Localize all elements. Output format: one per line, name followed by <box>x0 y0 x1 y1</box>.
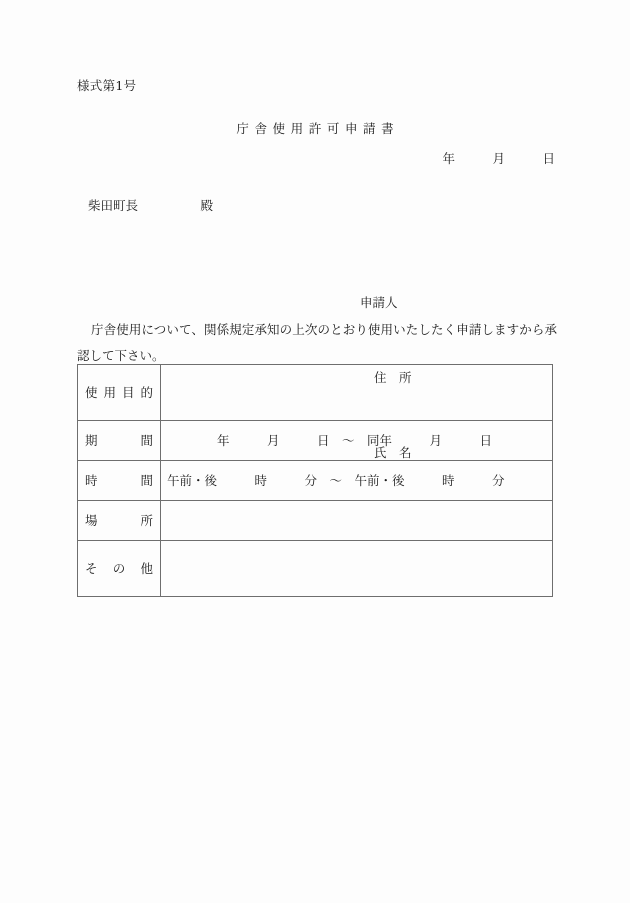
addressee-line: 柴田町長 殿 <box>88 198 214 213</box>
row-label-time: 時間 <box>78 461 161 501</box>
table-row <box>78 461 553 501</box>
applicant-address-label: 住 所 <box>374 370 412 385</box>
applicant-name-label: 氏 名 <box>374 445 412 460</box>
row-label-purpose: 使用目的 <box>78 365 161 421</box>
table-row <box>78 421 553 461</box>
body-paragraph: 庁舎使用について、関係規定承知の上次のとおり使用いたしたく申請しますから承認して下さい。 <box>77 322 557 363</box>
date-line: 年 月 日 <box>442 151 555 166</box>
row-value-place[interactable] <box>161 501 553 541</box>
row-label-place: 場所 <box>78 501 161 541</box>
row-label-period: 期間 <box>78 421 161 461</box>
row-value-other[interactable] <box>161 541 553 597</box>
table-row <box>78 501 553 541</box>
row-value-purpose[interactable] <box>161 365 553 421</box>
applicant-heading: 申請人 <box>360 295 398 310</box>
table-body <box>78 365 553 597</box>
row-value-period[interactable]: 年 月 日 〜 同年 月 日 <box>161 421 553 461</box>
table-row <box>78 365 553 421</box>
row-value-time[interactable]: 午前・後 時 分 〜 午前・後 時 分 <box>161 461 553 501</box>
form-number: 様式第1号 <box>77 78 137 93</box>
application-details-table <box>77 364 553 597</box>
row-label-other: その他 <box>78 541 161 597</box>
document-title: 庁舎使用許可申請書 <box>236 121 400 136</box>
table-row <box>78 541 553 597</box>
